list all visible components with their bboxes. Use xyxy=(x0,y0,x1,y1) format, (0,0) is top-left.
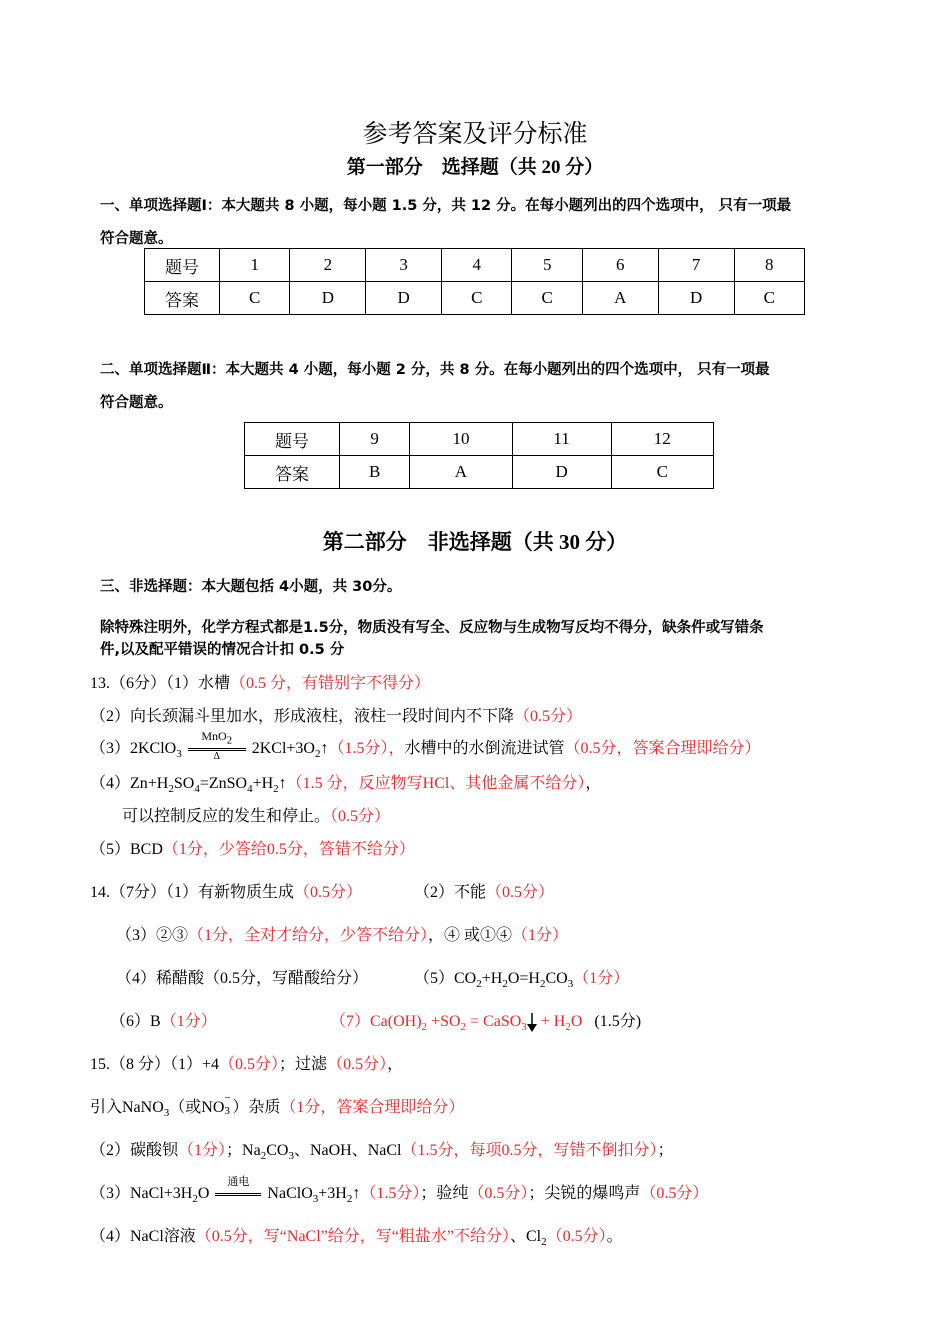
equation-text: O xyxy=(570,1013,583,1030)
equals-bar xyxy=(215,1193,261,1196)
score-note: （1分） xyxy=(573,970,630,987)
subscript: 2 xyxy=(502,978,508,991)
subscript: 2 xyxy=(539,978,546,991)
q13-answer-1: 13.（6分）（1）水槽 xyxy=(90,675,231,692)
table-cell: B xyxy=(340,456,410,489)
q14-line3b xyxy=(414,965,629,990)
table-row-answers xyxy=(245,456,714,489)
gas-arrow: ↑ xyxy=(278,775,287,792)
score-note: （1分，全对才给分，少答不给分） xyxy=(188,927,429,944)
equation-text: ；Na xyxy=(226,1142,261,1159)
table-header-answer: 答案 xyxy=(145,282,220,315)
heat-symbol: Δ xyxy=(213,751,220,763)
q15-answer-3b: ；验纯 xyxy=(420,1185,469,1202)
table-cell: D xyxy=(290,282,366,315)
q13-line4 xyxy=(90,770,601,795)
punctuation: ， xyxy=(585,775,602,792)
equation-text: =ZnSO xyxy=(199,775,248,792)
subscript: 3 xyxy=(288,1150,294,1163)
score-note: （0.5分） xyxy=(640,1185,709,1202)
equation-text: 、Cl xyxy=(509,1228,542,1245)
score-note: （0.5 分，有错别字不得分） xyxy=(230,675,431,692)
table-header-answer: 答案 xyxy=(245,456,340,489)
page-title: 参考答案及评分标准 xyxy=(362,121,588,148)
subscript: 3 xyxy=(176,748,182,761)
table-cell: 9 xyxy=(340,423,410,456)
q15-line1 xyxy=(90,1051,403,1074)
score-note: （1.5分） xyxy=(360,1185,421,1202)
score-note: （0.5分） xyxy=(219,1056,280,1073)
subscript: 2 xyxy=(346,1193,353,1206)
table-cell: C xyxy=(611,456,713,489)
score-note: （1分，少答给0.5分，答错不给分） xyxy=(162,841,415,858)
section1-desc-line2: 符合题意。 xyxy=(100,231,173,247)
table-cell: 8 xyxy=(734,249,805,282)
part1-heading: 第一部分 选择题（共 20 分） xyxy=(346,157,604,178)
precipitate-arrow-icon xyxy=(527,1012,537,1032)
q13-line6 xyxy=(90,836,415,859)
table-cell: 4 xyxy=(442,249,512,282)
subscript: 2 xyxy=(476,978,482,991)
equation-text: 、NaOH、NaCl xyxy=(293,1142,402,1159)
score-note: (1.5分) xyxy=(594,1013,642,1030)
equation-text: CO xyxy=(545,970,568,987)
table-cell: A xyxy=(582,282,658,315)
equation-text: （4）Zn+H xyxy=(90,775,169,792)
score-note: （0.5分） xyxy=(468,1185,529,1202)
catalyst-text: MnO xyxy=(201,729,227,744)
q15-answer-4: （4）NaCl溶液 xyxy=(90,1228,196,1245)
ion-charge xyxy=(224,1092,232,1118)
table-cell: D xyxy=(366,282,442,315)
equation-text: 2KCl+3O xyxy=(251,740,315,757)
table-cell: D xyxy=(512,456,611,489)
q13-answer-2: （2）向长颈漏斗里加水，形成液柱，液柱一段时间内不下降 xyxy=(90,708,515,725)
score-note: （0.5分，写“NaCl”给分，写“粗盐水”不给分） xyxy=(195,1228,510,1245)
subscript: 2 xyxy=(260,1150,267,1163)
equation-text: （或NO xyxy=(169,1099,225,1116)
equation-text: + H xyxy=(536,1013,566,1030)
score-note: （0.5分） xyxy=(546,1228,607,1245)
score-note: （1分） xyxy=(160,1013,217,1030)
q14-line3 xyxy=(116,965,368,988)
score-note: （1分） xyxy=(512,927,569,944)
q13-line5 xyxy=(122,803,390,826)
subscript: 2 xyxy=(541,1236,547,1249)
score-note: （0.5分） xyxy=(330,808,391,825)
table-cell: 10 xyxy=(410,423,512,456)
equation-text: O xyxy=(197,1185,210,1202)
table-cell: 2 xyxy=(290,249,366,282)
q14-line1b xyxy=(414,879,554,902)
subscript: 2 xyxy=(168,783,174,796)
subscript: 2 xyxy=(421,1021,428,1034)
subscript: 2 xyxy=(460,1021,467,1034)
score-note: （1分，答案合理即给分） xyxy=(280,1099,465,1116)
equation-text: +H xyxy=(481,970,503,987)
q13-answer-3: 水槽中的水倒流进试管 xyxy=(404,740,565,757)
q13-line2 xyxy=(90,703,582,726)
equation-text: （5）CO xyxy=(414,970,477,987)
table-header-question: 题号 xyxy=(145,249,220,282)
q14-line4 xyxy=(110,1008,217,1031)
subscript: 4 xyxy=(247,783,253,796)
equation-text: SO xyxy=(173,775,195,792)
superscript: − xyxy=(224,1092,231,1105)
part2-note-line1: 除特殊注明外，化学方程式都是1.5分，物质没有写全、反应物与生成物写反均不得分，缺条件或写错条 xyxy=(100,620,764,636)
equation-text: +SO xyxy=(427,1013,461,1030)
score-note: （0.5分） xyxy=(327,1056,388,1073)
q13-line3 xyxy=(90,729,761,763)
equation-text: O=H xyxy=(507,970,540,987)
q15-answer-3c: ；尖锐的爆鸣声 xyxy=(528,1185,641,1202)
score-note: （1.5分，每项0.5分，写错不倒扣分） xyxy=(401,1142,658,1159)
table-cell: 5 xyxy=(512,249,582,282)
table-row-questions xyxy=(145,249,805,282)
score-note: （1.5分）， xyxy=(328,740,405,757)
table-cell: 6 xyxy=(582,249,658,282)
q15-answer-2: （2）碳酸钡 xyxy=(90,1142,179,1159)
section1-desc-line1: 一、单项选择题Ⅰ：本大题共 8 小题，每小题 1.5 分，共 12 分。在每小题列出的四个选项中， 只有一项最 xyxy=(100,198,792,214)
q14-line4b xyxy=(330,1008,641,1033)
table-cell: 12 xyxy=(611,423,713,456)
equation-text: （3）NaCl+3H xyxy=(90,1185,193,1202)
score-note: （0.5分） xyxy=(514,708,583,725)
subscript: 3 xyxy=(521,1021,527,1034)
table-row-questions xyxy=(245,423,714,456)
q14-answer-1: 14.（7分）（1）有新物质生成 xyxy=(90,884,295,901)
equation-text: +3H xyxy=(318,1185,347,1202)
punctuation: 。 xyxy=(606,1228,623,1245)
table-cell: 3 xyxy=(366,249,442,282)
equation-text: CO xyxy=(266,1142,289,1159)
q13-answer-4: 可以控制反应的发生和停止。 xyxy=(122,808,331,825)
subscript: 2 xyxy=(226,734,233,747)
score-note: （1分） xyxy=(178,1142,227,1159)
table-cell: C xyxy=(220,282,290,315)
q14-answer-4: （4）稀醋酸（0.5分，写醋酸给分） xyxy=(116,970,369,987)
score-note: （0.5分，答案合理即给分） xyxy=(564,740,761,757)
q15-line3 xyxy=(90,1137,674,1162)
table-cell: 7 xyxy=(658,249,734,282)
table-cell: C xyxy=(442,282,512,315)
equation-text: （3）2KClO xyxy=(90,740,177,757)
score-note: （1.5 分，反应物写HCl、其他金属不给分） xyxy=(286,775,586,792)
catalyst-label xyxy=(186,729,248,746)
punctuation: ； xyxy=(657,1142,674,1159)
subscript: 4 xyxy=(194,783,200,796)
subscript: 3 xyxy=(312,1193,319,1206)
q14-answer-3b: ，④ 或①④ xyxy=(428,927,513,944)
punctuation: ， xyxy=(387,1056,404,1073)
equation-text: = CaSO xyxy=(466,1013,522,1030)
q14-line1 xyxy=(90,879,362,902)
table-cell: C xyxy=(512,282,582,315)
q15-answer-1b: ；过滤 xyxy=(279,1056,328,1073)
answer-table-1 xyxy=(144,248,805,315)
table-row-answers xyxy=(145,282,805,315)
electrolysis-label: 通电 xyxy=(227,1176,250,1189)
subscript: 3 xyxy=(224,1105,230,1118)
subscript: 3 xyxy=(567,978,574,991)
subscript: 2 xyxy=(565,1021,571,1034)
score-note: （0.5分） xyxy=(294,884,363,901)
table-cell: D xyxy=(658,282,734,315)
section2-desc-line2: 符合题意。 xyxy=(100,395,173,411)
table-cell: 11 xyxy=(512,423,611,456)
subscript: 2 xyxy=(273,783,279,796)
equation-text: NaClO xyxy=(267,1185,313,1202)
q14-answer-3: （3）②③ xyxy=(116,927,189,944)
section2-desc-line1: 二、单项选择题Ⅱ：本大题共 4 小题，每小题 2 分，共 8 分。在每小题列出的四个选项中， 只有一项最 xyxy=(100,362,770,378)
part2-heading: 第二部分 非选择题（共 30 分） xyxy=(322,530,628,554)
score-note: （0.5分） xyxy=(486,884,555,901)
gas-arrow: ↑ xyxy=(352,1185,361,1202)
q13-line1 xyxy=(90,670,430,693)
part2-intro: 三、非选择题：本大题包括 4小题，共 30分。 xyxy=(100,579,402,595)
equation-text: ）杂质 xyxy=(232,1099,281,1116)
equation-text: +H xyxy=(252,775,274,792)
q13-answer-5: （5）BCD xyxy=(90,841,163,858)
q15-line4 xyxy=(90,1176,709,1206)
part2-note-line2: 件,以及配平错误的情况合计扣 0.5 分 xyxy=(100,642,345,658)
reaction-condition-arrow xyxy=(213,1176,263,1204)
table-header-question: 题号 xyxy=(245,423,340,456)
table-cell: C xyxy=(734,282,805,315)
subscript: 2 xyxy=(192,1193,198,1206)
subscript: 2 xyxy=(314,748,321,761)
q15-line5 xyxy=(90,1223,623,1248)
equation-text: （7）Ca(OH) xyxy=(330,1013,422,1030)
subscript: 3 xyxy=(163,1107,170,1120)
q14-line2 xyxy=(116,922,568,945)
q14-answer-6: （6）B xyxy=(110,1013,161,1030)
answer-table-2 xyxy=(244,422,714,489)
q14-answer-2: （2）不能 xyxy=(414,884,487,901)
gas-arrow: ↑ xyxy=(320,740,329,757)
q15-line2 xyxy=(90,1094,464,1119)
table-cell: 1 xyxy=(220,249,290,282)
table-cell: A xyxy=(410,456,512,489)
q15-answer-1: 15.（8 分）（1）+4 xyxy=(90,1056,220,1073)
equation-text: 引入NaNO xyxy=(90,1099,164,1116)
reaction-condition-arrow xyxy=(186,729,248,763)
